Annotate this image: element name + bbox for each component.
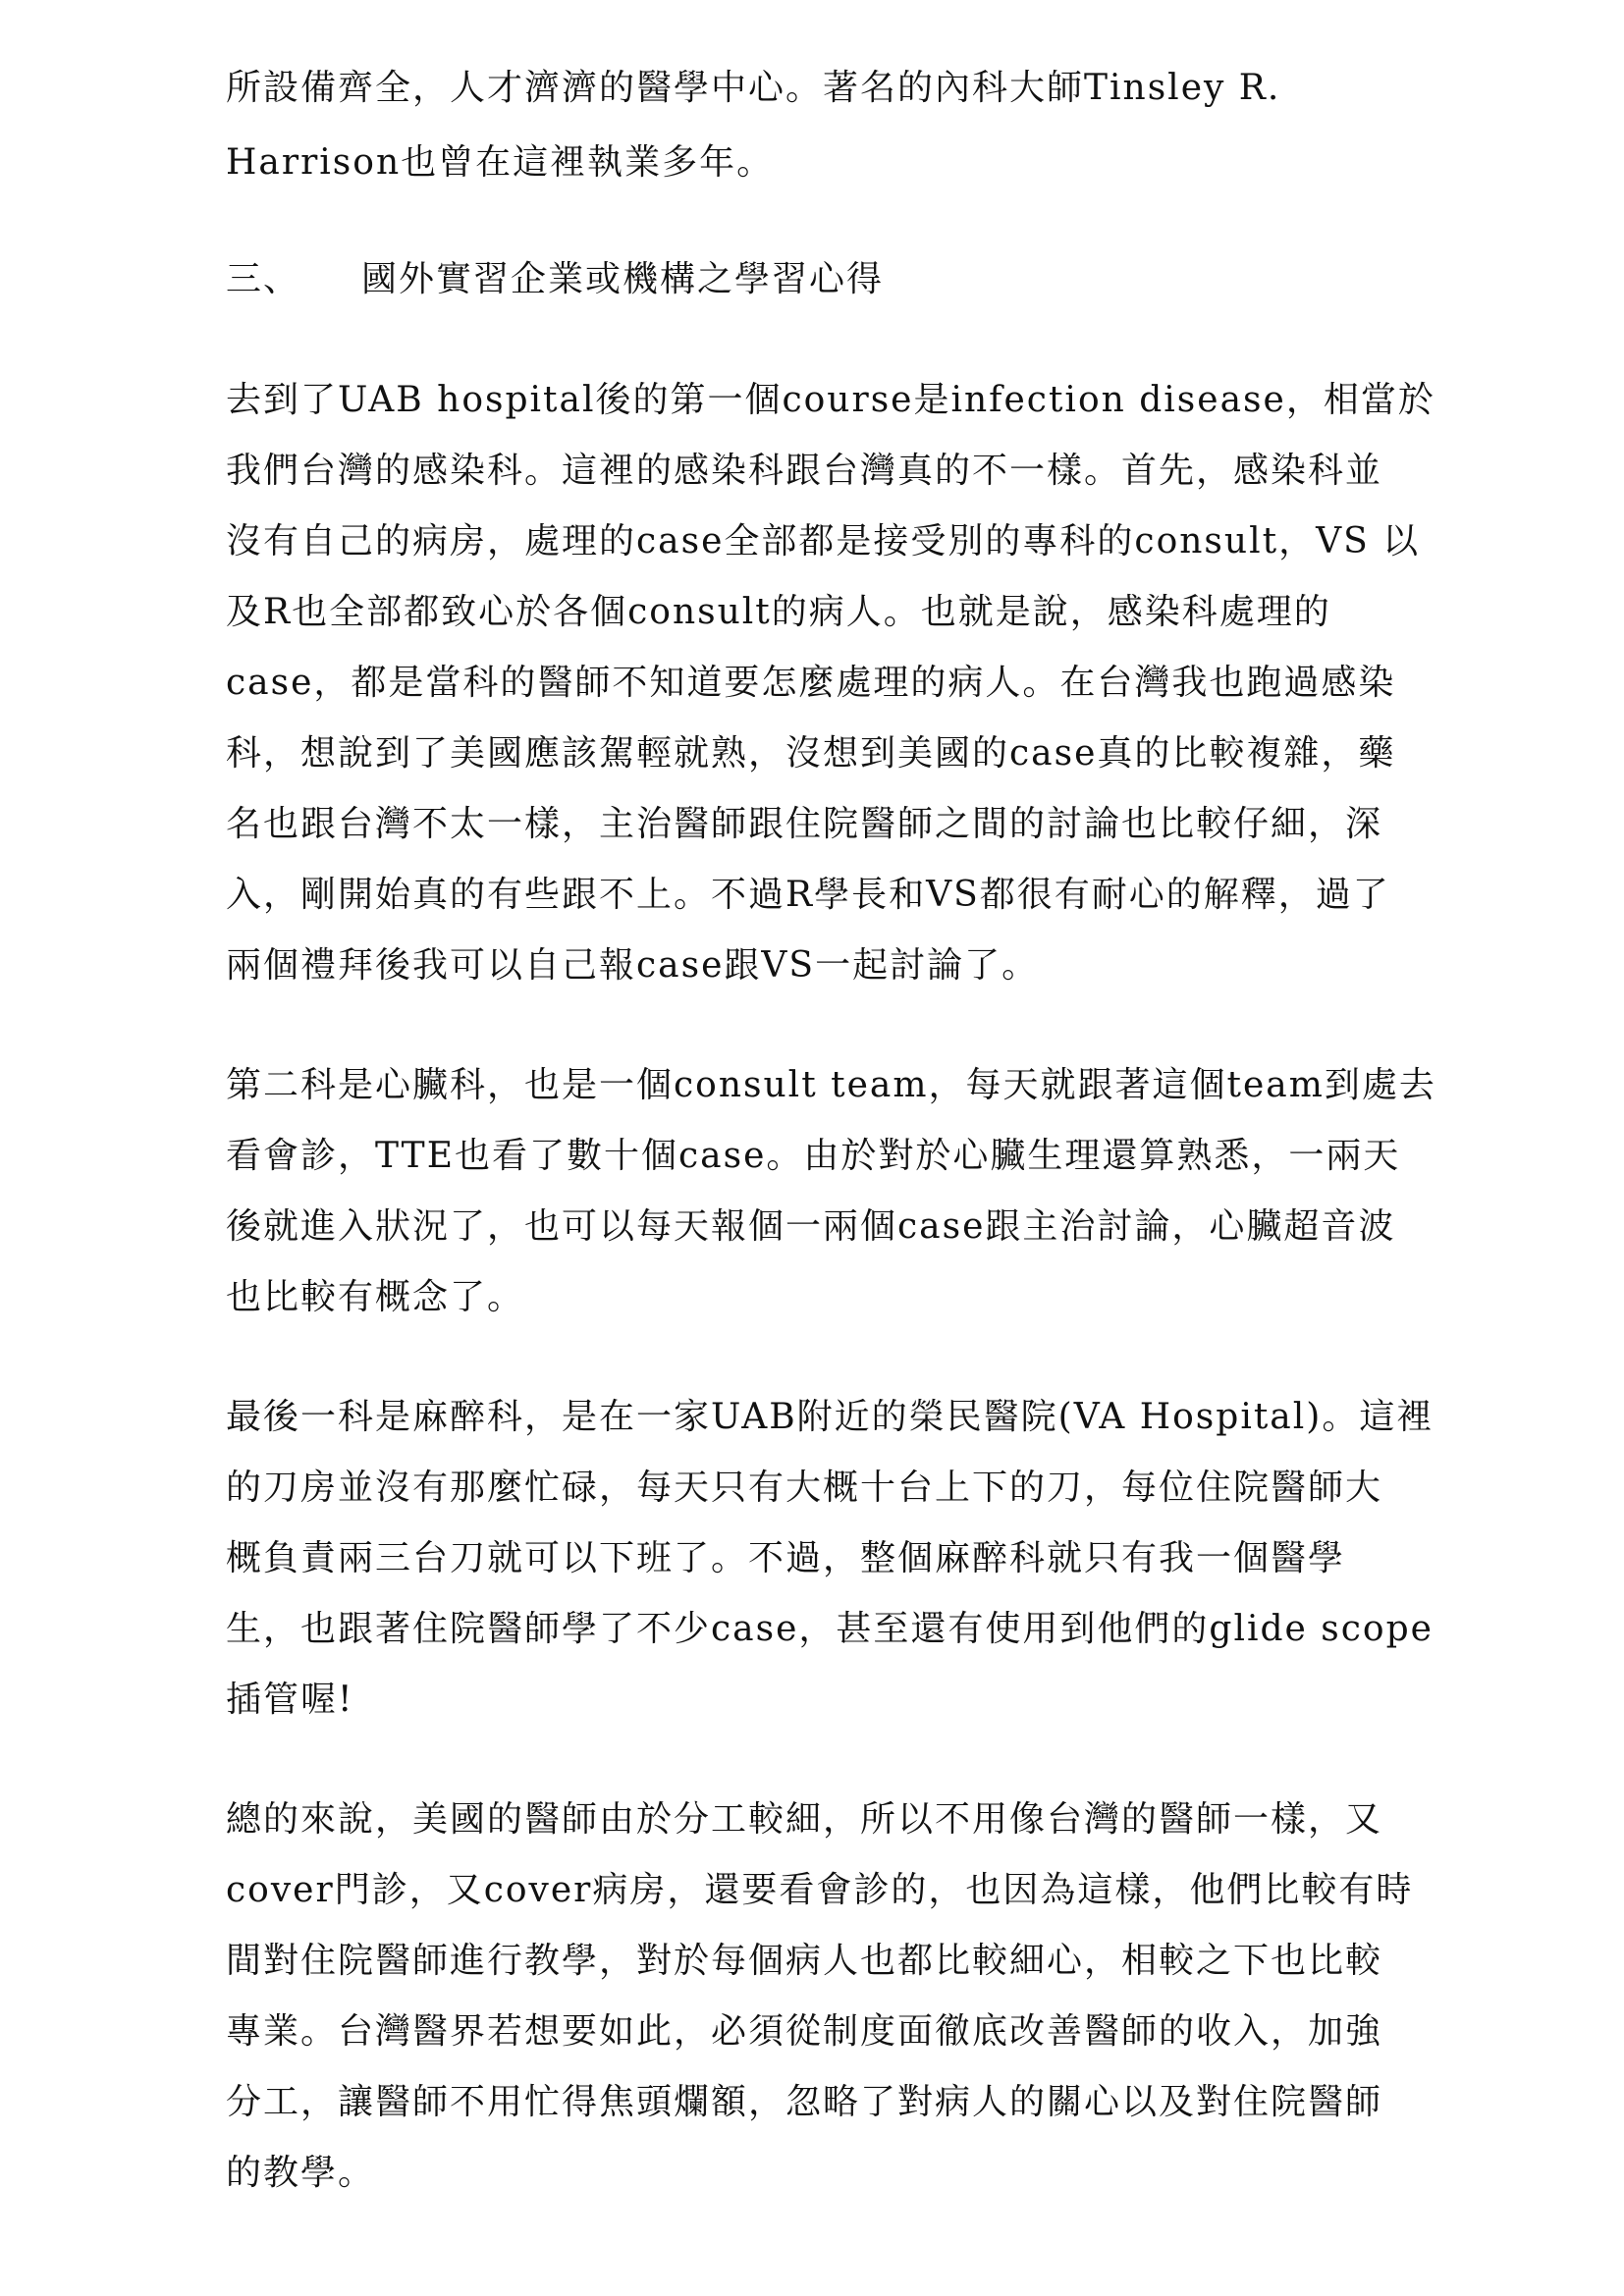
paragraph-1-line-9: 兩個禮拜後我可以自己報case跟VS一起討論了。 [226,945,1040,986]
paragraph-2-line-1: 第二科是心臟科，也是一個consult team，每天就跟著這個team到處去 [226,1065,1436,1105]
intro-line-1: 所設備齊全，人才濟濟的醫學中心。著名的內科大師Tinsley R. [226,68,1281,108]
paragraph-1-line-8: 入，剛開始真的有些跟不上。不過R學長和VS都很有耐心的解釋，過了 [226,875,1390,915]
paragraph-1-line-2: 我們台灣的感染科。這裡的感染科跟台灣真的不一樣。首先，感染科並 [226,451,1383,491]
paragraph-1-line-7: 名也跟台灣不太一樣，主治醫師跟住院醫師之間的討論也比較仔細，深 [226,804,1383,844]
paragraph-3-line-4: 生，也跟著住院醫師學了不少case，甚至還有使用到他們的glide scope [226,1609,1434,1649]
paragraph-4-line-3: 間對住院醫師進行教學，對於每個病人也都比較細心，相較之下也比較 [226,1941,1383,1981]
paragraph-1-line-4: 及R也全部都致心於各個consult的病人。也就是說，感染科處理的 [226,592,1331,632]
paragraph-3-line-3: 概負責兩三台刀就可以下班了。不過，整個麻醉科就只有我一個醫學 [226,1538,1346,1578]
paragraph-1-line-5: case，都是當科的醫師不知道要怎麼處理的病人。在台灣我也跑過感染 [226,663,1396,703]
section-title: 國外實習企業或機構之學習心得 [361,259,885,299]
paragraph-3-line-5: 插管喔! [226,1680,354,1720]
paragraph-3-line-2: 的刀房並沒有那麼忙碌，每天只有大概十台上下的刀，每位住院醫師大 [226,1468,1383,1508]
paragraph-3-line-1: 最後一科是麻醉科，是在一家UAB附近的榮民醫院(VA Hospital)。這裡 [226,1397,1435,1437]
paragraph-4-line-6: 的教學。 [226,2153,376,2193]
paragraph-2-line-2: 看會診，TTE也看了數十個case。由於對於心臟生理還算熟悉，一兩天 [226,1136,1401,1176]
paragraph-2-line-4: 也比較有概念了。 [226,1277,525,1317]
paragraph-4-line-2: cover門診，又cover病房，還要看會診的，也因為這樣，他們比較有時 [226,1870,1414,1910]
paragraph-1-line-6: 科，想說到了美國應該駕輕就熟，沒想到美國的case真的比較複雜，藥 [226,733,1396,774]
intro-line-2: Harrison也曾在這裡執業多年。 [226,142,775,183]
section-number: 三、 [226,259,301,299]
paragraph-4-line-1: 總的來說，美國的醫師由於分工較細，所以不用像台灣的醫師一樣，又 [226,1799,1383,1840]
paragraph-4-line-4: 專業。台灣醫界若想要如此，必須從制度面徹底改善醫師的收入，加強 [226,2011,1383,2052]
paragraph-1-line-3: 沒有自己的病房，處理的case全部都是接受別的專科的consult，VS 以 [226,521,1421,561]
paragraph-1-line-1: 去到了UAB hospital後的第一個course是infection disease，相當於 [226,380,1435,420]
paragraph-2-line-3: 後就進入狀況了，也可以每天報個一兩個case跟主治討論，心臟超音波 [226,1206,1396,1247]
paragraph-4-line-5: 分工，讓醫師不用忙得焦頭爛額，忽略了對病人的關心以及對住院醫師 [226,2082,1383,2122]
